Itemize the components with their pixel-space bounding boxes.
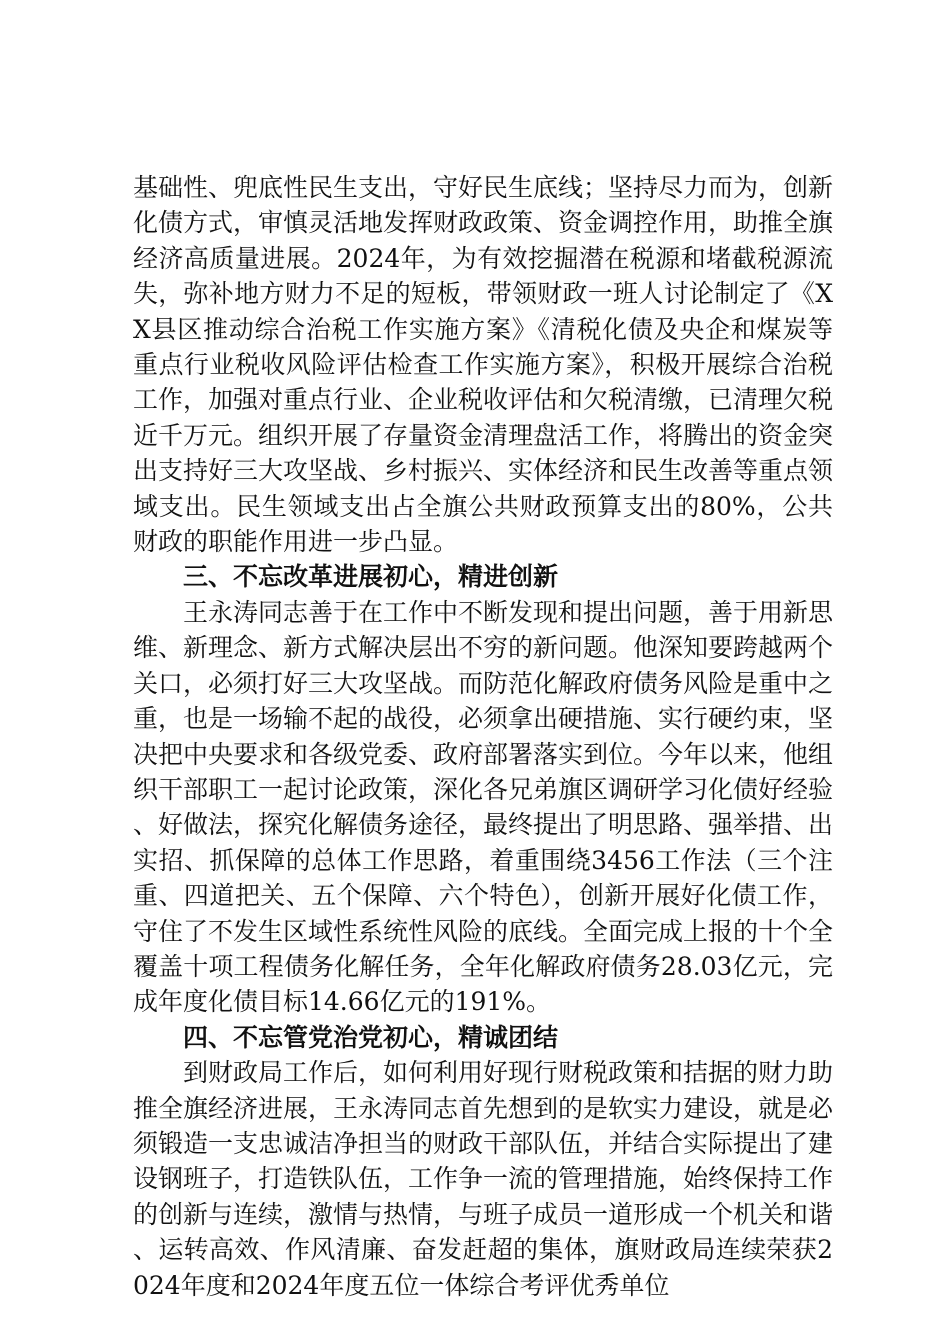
paragraph-party-building: 到财政局工作后，如何利用好现行财税政策和拮据的财力助推全旗经济进展，王永涛同志首先想到的是软实力建设，就是必须锻造一支忠诚洁净担当的财政干部队伍，并结合实际提出了建设钢班子，打造铁队伍，工作争一流的管理措施，始终保持工作的创新与连续，激情与热情，与班子成员一道形成一个机关和谐、运转高效、作风清廉、奋发赶超的集体，旗财政局连续荣获2024年度和2024年度五位一体综合考评优秀单位 <box>133 1058 834 1300</box>
section-heading-three: 三、不忘改革进展初心，精进创新 <box>183 562 559 592</box>
paragraph-debt-reform: 王永涛同志善于在工作中不断发现和提出问题，善于用新思维、新理念、新方式解决层出不穷的新问题。他深知要跨越两个关口，必须打好三大攻坚战。而防范化解政府债务风险是重中之重，也是一场输不起的战役，必须拿出硬措施、实行硬约束，坚决把中央要求和各级党委、政府部署落实到位。今年以来，他组织干部职工一起讨论政策，深化各兄弟旗区调研学习化债好经验、好做法，探究化解债务途径，最终提出了明思路、强举措、出实招、抓保障的总体工作思路，着重围绕3456工作法（三个注重、四道把关、五个保障、六个特色），创新开展好化债工作，守住了不发生区域性系统性风险的底线。全面完成上报的十个全覆盖十项工程债务化解任务，全年化解政府债务28.03亿元，完成年度化债目标14.66亿元的191%。 <box>133 597 834 1017</box>
document-body <box>133 170 833 1303</box>
paragraph-livelihood-spending: 基础性、兜底性民生支出，守好民生底线；坚持尽力而为，创新化债方式，审慎灵活地发挥财政政策、资金调控作用，助推全旗经济高质量进展。2024年，为有效挖掘潜在税源和堵截税源流失，弥补地方财力不足的短板，带领财政一班人讨论制定了《XX县区推动综合治税工作实施方案》《清税化债及央企和煤炭等重点行业税收风险评估检查工作实施方案》，积极开展综合治税工作，加强对重点行业、企业税收评估和欠税清缴，已清理欠税近千万元。组织开展了存量资金清理盘活工作，将腾出的资金突出支持好三大攻坚战、乡村振兴、实体经济和民生改善等重点领域支出。民生领域支出占全旗公共财政预算支出的80%，公共财政的职能作用进一步凸显。 <box>133 173 834 557</box>
section-heading-four: 四、不忘管党治党初心，精诚团结 <box>183 1022 559 1052</box>
